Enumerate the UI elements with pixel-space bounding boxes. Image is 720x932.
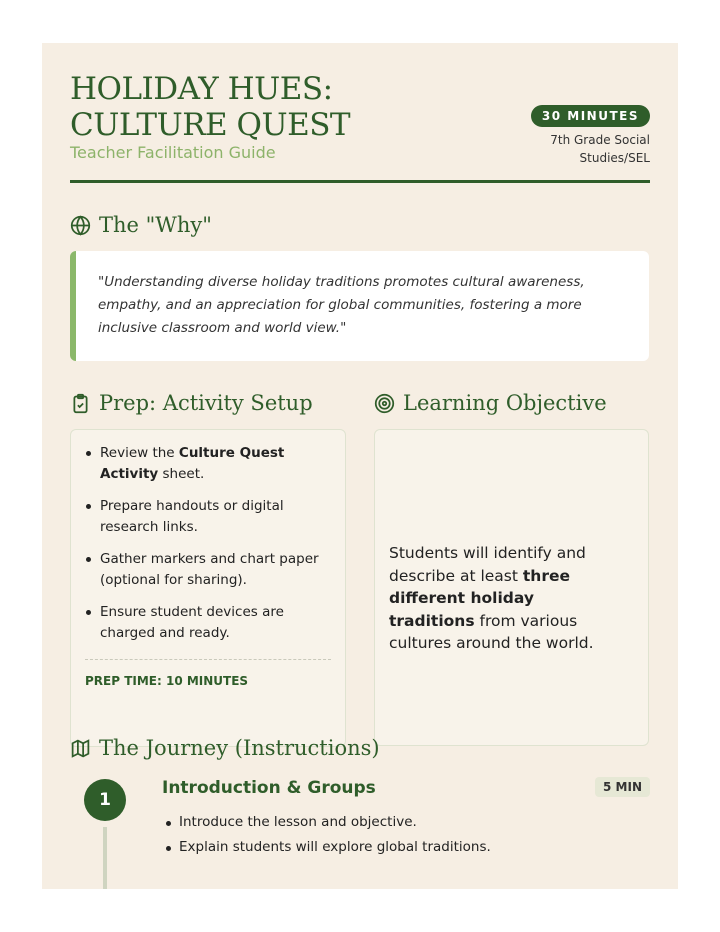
prep-heading bbox=[70, 391, 313, 415]
step-list bbox=[166, 810, 491, 860]
why-quote: "Understanding diverse holiday traditions promotes cultural awareness, empathy, and an appreciation for global communities, fostering a more inclusive classroom and world view." bbox=[70, 251, 649, 361]
prep-list bbox=[86, 443, 332, 655]
guide-page bbox=[42, 43, 678, 889]
objective-text: Students will identify and describe at least three different holiday traditions from various cultures around the world. bbox=[389, 544, 594, 652]
list-item: Gather markers and chart paper (optional for sharing). bbox=[86, 549, 332, 591]
journey-heading bbox=[70, 736, 380, 760]
journey-heading-label: The Journey (Instructions) bbox=[99, 736, 380, 760]
map-icon bbox=[70, 738, 91, 759]
step-connector bbox=[103, 827, 107, 889]
target-icon bbox=[374, 393, 395, 414]
why-heading-label: The "Why" bbox=[99, 213, 212, 237]
clipboard-check-icon bbox=[70, 393, 91, 414]
list-item: Review the Culture Quest Activity sheet. bbox=[86, 443, 332, 485]
page-title: HOLIDAY HUES: CULTURE QUEST bbox=[70, 71, 351, 143]
step-number: 1 bbox=[84, 779, 126, 821]
list-item: Explain students will explore global traditions. bbox=[166, 835, 491, 860]
prep-divider bbox=[85, 659, 331, 660]
why-heading bbox=[70, 213, 212, 237]
prep-card bbox=[70, 429, 346, 747]
objective-card bbox=[374, 429, 649, 746]
prep-time: PREP TIME: 10 MINUTES bbox=[85, 674, 249, 688]
grade-label: 7th Grade Social Studies/SEL bbox=[550, 133, 650, 165]
header-divider bbox=[70, 180, 650, 183]
step-title: Introduction & Groups bbox=[162, 778, 376, 798]
list-item: Prepare handouts or digital research links. bbox=[86, 496, 332, 538]
duration-badge: 30 MINUTES bbox=[531, 105, 650, 127]
globe-icon bbox=[70, 215, 91, 236]
page-subtitle: Teacher Facilitation Guide bbox=[70, 143, 276, 162]
prep-heading-label: Prep: Activity Setup bbox=[99, 391, 313, 415]
step-duration-badge: 5 MIN bbox=[595, 777, 650, 797]
list-item: Introduce the lesson and objective. bbox=[166, 810, 491, 835]
list-item: Ensure student devices are charged and ready. bbox=[86, 602, 332, 644]
objective-heading bbox=[374, 391, 607, 415]
objective-heading-label: Learning Objective bbox=[403, 391, 607, 415]
